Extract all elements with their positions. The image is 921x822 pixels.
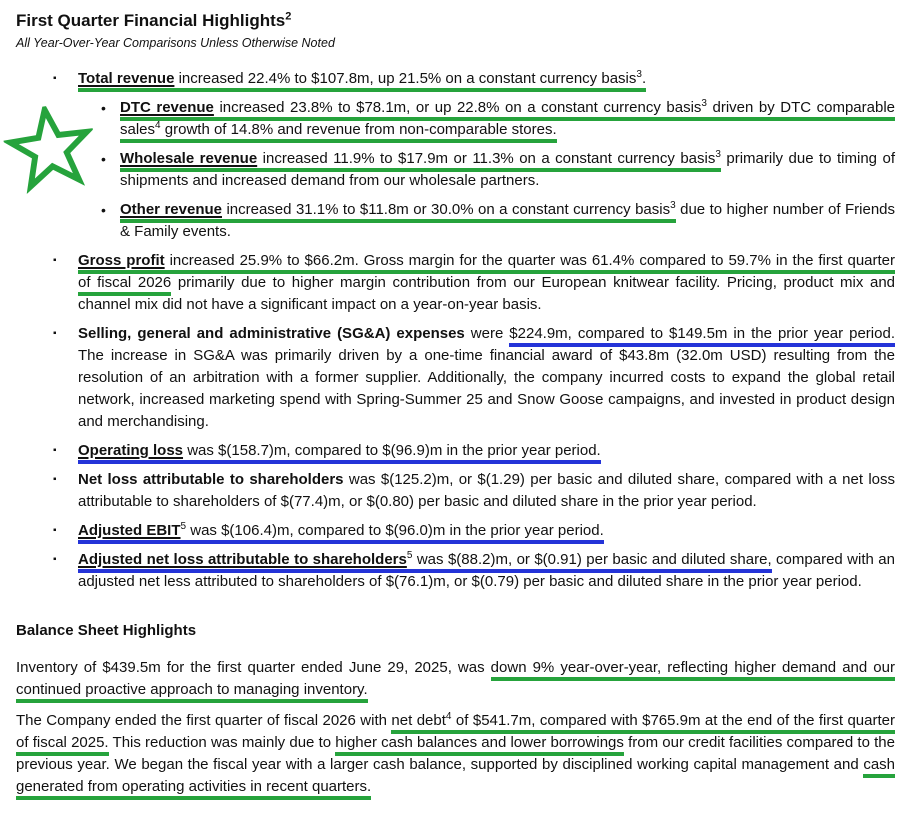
footnote-sup: 4 (155, 120, 161, 131)
blue-underline-phrase (78, 522, 604, 544)
text-segment: increased 23.8% to $78.1m, or up 22.8% on a constant currency basis (213, 99, 702, 116)
bullet-dtc-revenue (16, 97, 895, 141)
footnote-sup: 3 (715, 149, 721, 160)
bullet-marker: ▪ (53, 328, 57, 339)
green-underline-phrase: down 9% year-over-year, reflecting higher demand and our continued proactive approach to managing inventory. (16, 659, 895, 703)
text-segment: compared with an adjusted net less attributed to shareholders of $(76.1)m, or $(0.79) per basic and diluted share in the prior year period. (78, 551, 895, 590)
bullet-adjusted-ebit (16, 520, 895, 542)
page-subtitle: All Year-Over-Year Comparisons Unless Otherwise Noted (16, 36, 335, 50)
bullet-lead: Adjusted net loss attributable to shareholders (78, 551, 407, 568)
text-segment: This reduction was mainly due to (108, 734, 336, 751)
bullet-adjusted-net-loss (16, 549, 895, 593)
bullet-lead: Operating loss (78, 442, 184, 459)
green-underline-phrase (78, 70, 646, 92)
balance-sheet-heading: Balance Sheet Highlights (16, 622, 197, 639)
bullet-net-loss (16, 469, 895, 513)
bullet-lead: Other revenue (120, 201, 222, 218)
bullet-lead: Gross profit (78, 252, 165, 269)
net-debt-paragraph (16, 710, 895, 798)
blue-underline-phrase (78, 551, 772, 573)
bullet-other-revenue (16, 199, 895, 243)
bullet-gross-profit (16, 250, 895, 316)
text-segment: increased 22.4% to $107.8m, up 21.5% on a constant currency basis (174, 70, 637, 87)
text-segment: primarily due to timing of shipments and increased demand from our wholesale partners. (120, 150, 895, 189)
bullet-total-revenue (16, 68, 895, 90)
text-segment: was $(158.7)m, compared to $(96.9)m in the prior year period. (183, 442, 601, 459)
sub-bullet-marker: • (101, 100, 106, 116)
text-segment: was $(125.2)m, or $(1.29) per basic and diluted share, compared with a net loss attributable to shareholders of $(77.4)m, or $(0.80) per basic and diluted share in the prior year period. (78, 471, 896, 510)
sub-bullet-marker: • (101, 151, 106, 167)
text-segment: from our credit facilities compared to the previous year. We began the fiscal year with a larger cash balance, supported by disciplined working capital management and (16, 734, 895, 773)
inventory-paragraph (16, 657, 895, 701)
green-underline-phrase: higher cash balances and lower borrowings (335, 734, 624, 756)
text-segment: primarily due to higher margin contribution from our European knitwear facility. Pricing, product mix and channel mix did not have a significant impact on a year-on-year basis. (78, 274, 895, 313)
footnote-sup: 5 (406, 550, 413, 561)
bullet-lead: Total revenue (78, 70, 175, 87)
text-segment: driven by DTC comparable sales (120, 99, 896, 138)
text-segment: was $(106.4)m, compared to $(96.0)m in the prior year period. (186, 522, 604, 539)
footnote-sup: 4 (445, 711, 452, 722)
bullet-lead: DTC revenue (120, 99, 214, 116)
text-segment: growth of 14.8% and revenue from non-comparable stores. (160, 121, 557, 138)
footnote-sup: 3 (701, 98, 707, 109)
green-underline-phrase (120, 99, 895, 143)
bullet-operating-loss (16, 440, 895, 462)
bullet-sga-expenses (16, 323, 895, 433)
bullet-wholesale-revenue (16, 148, 895, 192)
bullet-marker: ▪ (53, 255, 57, 266)
bullet-lead: Adjusted EBIT (78, 522, 181, 539)
bullet-marker: ▪ (53, 73, 57, 84)
page-title-text: First Quarter Financial Highlights (16, 11, 286, 30)
footnote-sup: 5 (180, 521, 187, 532)
title-footnote-sup: 2 (285, 10, 292, 23)
blue-underline-phrase (78, 442, 601, 464)
text-segment: of $541.7m, compared with $765.9m at the end of the first quarter of fiscal 2025. (16, 712, 895, 751)
text-segment: increased 25.9% to $66.2m. Gross margin for the quarter was 61.4% compared to 59.7% in the first quarter of fiscal 2026 (78, 252, 896, 291)
text-segment: was $(88.2)m, or $(0.91) per basic and diluted share, (412, 551, 772, 568)
text-segment: The increase in SG&A was primarily driven by a one-time financial award of $43.8m (32.0m USD) resulting from the resolution of an arbitration with a former supplier. Additionally, the company incurred costs to expand the global retail network, increased marketing spend with Spring-Summer 25 and Snow Goose campaigns, and invested in product design and merchandising. (78, 347, 895, 430)
green-underline-phrase (120, 150, 721, 172)
sub-bullet-marker: • (101, 202, 106, 218)
text-segment: due to higher number of Friends & Family events. (120, 201, 895, 240)
bullet-lead: Selling, general and administrative (SG&A) expenses (78, 325, 465, 342)
bullet-marker: ▪ (53, 445, 57, 456)
blue-underline-phrase: $224.9m, compared to $149.5m in the prior year period. (509, 325, 895, 347)
text-segment: increased 11.9% to $17.9m or 11.3% on a constant currency basis (257, 150, 716, 167)
text-segment: Inventory of $439.5m for the first quarter ended June 29, 2025, was (16, 659, 491, 676)
bullet-marker: ▪ (53, 525, 57, 536)
footnote-sup: 3 (670, 200, 676, 211)
text-segment: The Company ended the first quarter of fiscal 2026 with (16, 712, 392, 729)
text-segment: net debt (391, 712, 446, 729)
text-segment: . (641, 70, 647, 87)
bullet-lead: Net loss attributable to shareholders (78, 471, 344, 488)
green-underline-phrase (120, 201, 676, 223)
green-underline-phrase: cash generated from operating activities in recent quarters. (16, 756, 895, 800)
footnote-sup: 3 (636, 69, 642, 80)
bullet-lead: Wholesale revenue (120, 150, 258, 167)
bullet-marker: ▪ (53, 554, 57, 565)
text-segment: were (464, 325, 510, 342)
text-segment: increased 31.1% to $11.8m or 30.0% on a constant currency basis (222, 201, 671, 218)
bullet-marker: ▪ (53, 474, 57, 485)
page-title (16, 10, 895, 32)
